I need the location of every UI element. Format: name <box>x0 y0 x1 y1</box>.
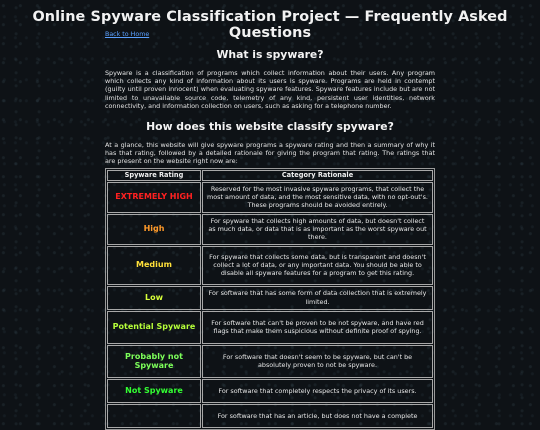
table-row <box>107 379 433 403</box>
table-row <box>107 214 433 245</box>
rating-cell: Probably not Spyware <box>107 345 201 378</box>
table-header-rationale: Category Rationale <box>202 170 433 181</box>
rationale-cell: For software that has some form of data collection that is extremely limited. <box>202 286 433 310</box>
rationale-cell: For spyware that collects some data, but is transparent and doesn't collect a lot of data, or any important data. You should be able to disable all spyware features for a program to get this rating. <box>202 246 433 285</box>
rating-table <box>105 168 435 430</box>
section-paragraph-what-is-spyware: Spyware is a classification of programs which collect information about their users. Any program which collects any kind of information about its users is spyware. Programs are held in contempt (guilty until proven innocent) when evaluating spyware features. Spyware features include but are not limited to unavailable source code, telemetry of any kind, persistent user identities, network connectivity, and information collection on users, such as asking for a telephone number. <box>105 69 435 110</box>
table-row <box>107 311 433 344</box>
rationale-cell: For software that completely respects the privacy of its users. <box>202 379 433 403</box>
table-row <box>107 345 433 378</box>
table-header-rating: Spyware Rating <box>107 170 201 181</box>
rationale-cell: For spyware that collects high amounts of data, but doesn't collect as much data, or data that is as important as the worst spyware out there. <box>202 214 433 245</box>
section-heading-classification: How does this website classify spyware? <box>146 120 394 134</box>
rating-cell: High <box>107 214 201 245</box>
rationale-cell: For software that can't be proven to be not spyware, and have red flags that make them suspicious without definite proof of spying. <box>202 311 433 344</box>
rationale-cell: For software that doesn't seem to be spyware, but can't be absolutely proven to not be spyware. <box>202 345 433 378</box>
rationale-cell: For software that has an article, but does not have a complete <box>202 404 433 428</box>
section-paragraph-classification: At a glance, this website will give spyware programs a spyware rating and then a summary of why it has that rating, followed by a detailed rationale for giving the program that rating. The ratings that are present on the website right now are: <box>105 141 435 166</box>
rating-cell: Low <box>107 286 201 310</box>
rating-cell: Medium <box>107 246 201 285</box>
back-to-home-link[interactable]: Back to Home <box>105 31 150 38</box>
page-title: Online Spyware Classification Project — Frequently Asked Questions <box>32 9 508 41</box>
rating-cell: Potential Spyware <box>107 311 201 344</box>
table-row <box>107 246 433 285</box>
rating-cell <box>107 404 201 428</box>
main-content <box>105 31 435 430</box>
section-heading-what-is-spyware: What is spyware? <box>216 48 324 61</box>
table-header-row <box>107 170 433 181</box>
rationale-cell: Reserved for the most invasive spyware programs, that collect the most amount of data, and the most sensitive data, with no opt-out's. These programs should be avoided entirely. <box>202 182 433 213</box>
rating-cell: Not Spyware <box>107 379 201 403</box>
rating-cell: EXTREMELY HIGH <box>107 182 201 213</box>
table-row <box>107 404 433 428</box>
table-row <box>107 182 433 213</box>
table-row <box>107 286 433 310</box>
